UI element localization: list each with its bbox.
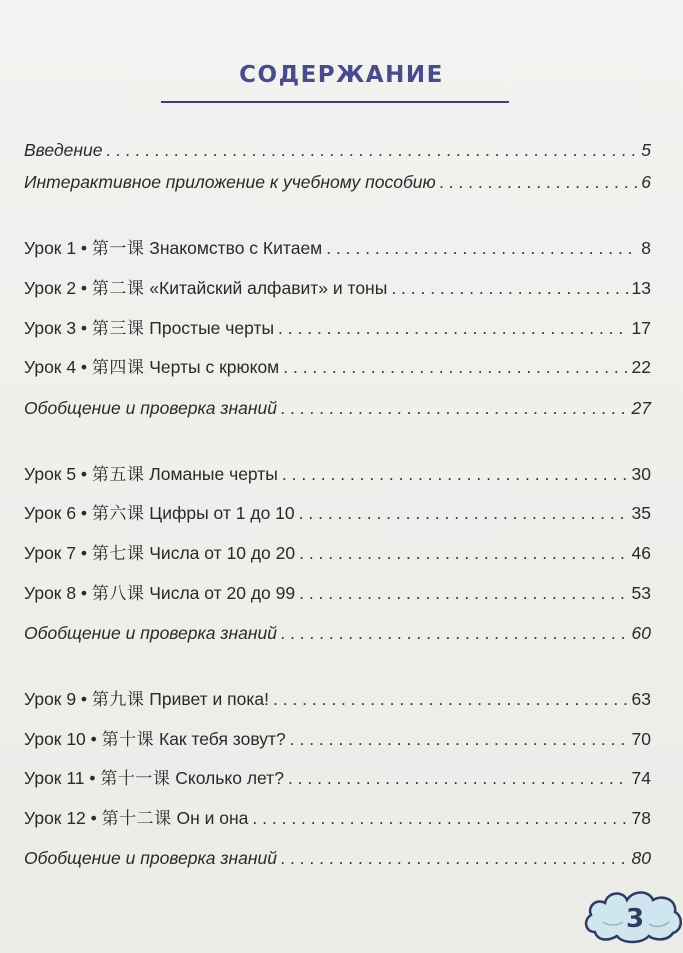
toc-page-number: 60 (631, 623, 651, 643)
chinese-lesson-label: 第十一课 (100, 769, 171, 789)
lesson-number: Урок 2 • (24, 278, 92, 298)
toc-entry (24, 315, 651, 341)
chinese-lesson-label: 第八课 (91, 584, 145, 604)
toc-entry-title (24, 275, 387, 302)
page-title: СОДЕРЖАНИЕ (239, 62, 444, 88)
toc-entry-title (24, 315, 274, 342)
dot-leader (281, 395, 628, 421)
toc-entry (24, 275, 651, 301)
dot-leader (326, 235, 637, 261)
toc-entry (24, 686, 651, 712)
chinese-lesson-label: 第一课 (91, 239, 145, 259)
toc-page-number: 6 (641, 172, 651, 192)
lesson-title: Привет и пока! (144, 689, 269, 709)
lesson-number: Урок 11 • (24, 768, 101, 788)
toc-page-number: 17 (631, 318, 651, 338)
chinese-lesson-label: 第三课 (91, 319, 145, 339)
lesson-number: Урок 12 • (24, 808, 102, 828)
toc-entry (24, 395, 651, 421)
dot-leader (278, 315, 627, 341)
toc-entry-title (24, 354, 279, 381)
dot-leader (281, 845, 628, 871)
toc-page-number: 22 (631, 357, 651, 377)
toc-entry-title (24, 461, 278, 488)
toc-entry-title (24, 540, 295, 567)
chinese-lesson-label: 第七课 (91, 544, 145, 564)
toc-page-number: 8 (641, 238, 651, 258)
toc-entry-title: Обобщение и проверка знаний (24, 623, 277, 643)
toc-page-number: 30 (631, 464, 651, 484)
toc-entry (24, 500, 651, 526)
toc-page-number: 27 (631, 398, 651, 418)
toc-page-number: 13 (631, 278, 651, 298)
dot-leader (288, 765, 628, 791)
dot-leader (299, 580, 627, 606)
toc-entry-title (24, 235, 322, 262)
toc-entry (24, 540, 651, 566)
toc-entry (24, 137, 651, 163)
toc-entry (24, 805, 651, 831)
lesson-title: Знакомство с Китаем (144, 238, 323, 258)
chinese-lesson-label: 第十课 (101, 730, 155, 750)
toc-entry-title: Обобщение и проверка знаний (24, 398, 277, 418)
toc-entry (24, 580, 651, 606)
lesson-number: Урок 9 • (24, 689, 92, 709)
toc-page-number: 80 (631, 848, 651, 868)
dot-leader (273, 686, 628, 712)
lesson-title: Простые черты (144, 318, 275, 338)
toc-page-number: 63 (631, 689, 651, 709)
dot-leader (282, 461, 628, 487)
toc-entry-title (24, 686, 269, 713)
chinese-lesson-label: 第二课 (91, 279, 145, 299)
chinese-lesson-label: 第五课 (91, 465, 145, 485)
toc-page-number: 35 (631, 503, 651, 523)
lesson-title: Сколько лет? (170, 768, 284, 788)
dot-leader (281, 620, 628, 646)
toc-entry-title (24, 765, 284, 792)
chinese-lesson-label: 第四课 (91, 358, 145, 378)
chinese-lesson-label: 第六课 (91, 504, 145, 524)
toc-entry (24, 726, 651, 752)
lesson-number: Урок 7 • (24, 543, 92, 563)
toc-page-number: 53 (631, 583, 651, 603)
dot-leader (106, 137, 637, 163)
page-number-badge (583, 878, 683, 948)
dot-leader (252, 805, 627, 831)
toc-page-number: 70 (631, 729, 651, 749)
toc-page-number: 5 (641, 140, 651, 160)
page-number: 3 (625, 904, 645, 934)
toc-entry (24, 354, 651, 380)
dot-leader (440, 169, 638, 195)
lesson-number: Урок 1 • (24, 238, 92, 258)
toc-page-number: 46 (631, 543, 651, 563)
toc-entry (24, 169, 651, 195)
lesson-number: Урок 10 • (24, 729, 102, 749)
lesson-number: Урок 8 • (24, 583, 92, 603)
toc-entry (24, 845, 651, 871)
lesson-title: Числа от 10 до 20 (144, 543, 296, 563)
lesson-number: Урок 3 • (24, 318, 92, 338)
chinese-lesson-label: 第十二课 (101, 809, 172, 829)
lesson-number: Урок 6 • (24, 503, 92, 523)
toc-page-number: 74 (631, 768, 651, 788)
lesson-title: Как тебя зовут? (154, 729, 286, 749)
toc-entry (24, 235, 651, 261)
toc-entry (24, 765, 651, 791)
dot-leader (391, 275, 627, 301)
dot-leader (290, 726, 628, 752)
toc-entry-title (24, 500, 295, 527)
chinese-lesson-label: 第九课 (91, 690, 145, 710)
lesson-title: Числа от 20 до 99 (144, 583, 296, 603)
toc-entry-title (24, 726, 286, 753)
toc-page-number: 78 (631, 808, 651, 828)
lesson-title: Ломаные черты (144, 464, 278, 484)
toc-entry-title (24, 805, 248, 832)
lesson-title: Цифры от 1 до 10 (144, 503, 295, 523)
lesson-number: Урок 5 • (24, 464, 92, 484)
toc-entry (24, 461, 651, 487)
dot-leader (283, 354, 627, 380)
dot-leader (299, 500, 628, 526)
lesson-title: Он и она (171, 808, 249, 828)
lesson-title: Черты с крюком (144, 357, 280, 377)
toc-entry-title (24, 580, 295, 607)
toc-entry-title: Обобщение и проверка знаний (24, 848, 277, 868)
toc-entry-title: Введение (24, 140, 103, 160)
toc-entry (24, 620, 651, 646)
lesson-number: Урок 4 • (24, 357, 92, 377)
toc-entry-title: Интерактивное приложение к учебному пособию (24, 172, 436, 192)
lesson-title: «Китайский алфавит» и тоны (144, 278, 388, 298)
dot-leader (299, 540, 627, 566)
